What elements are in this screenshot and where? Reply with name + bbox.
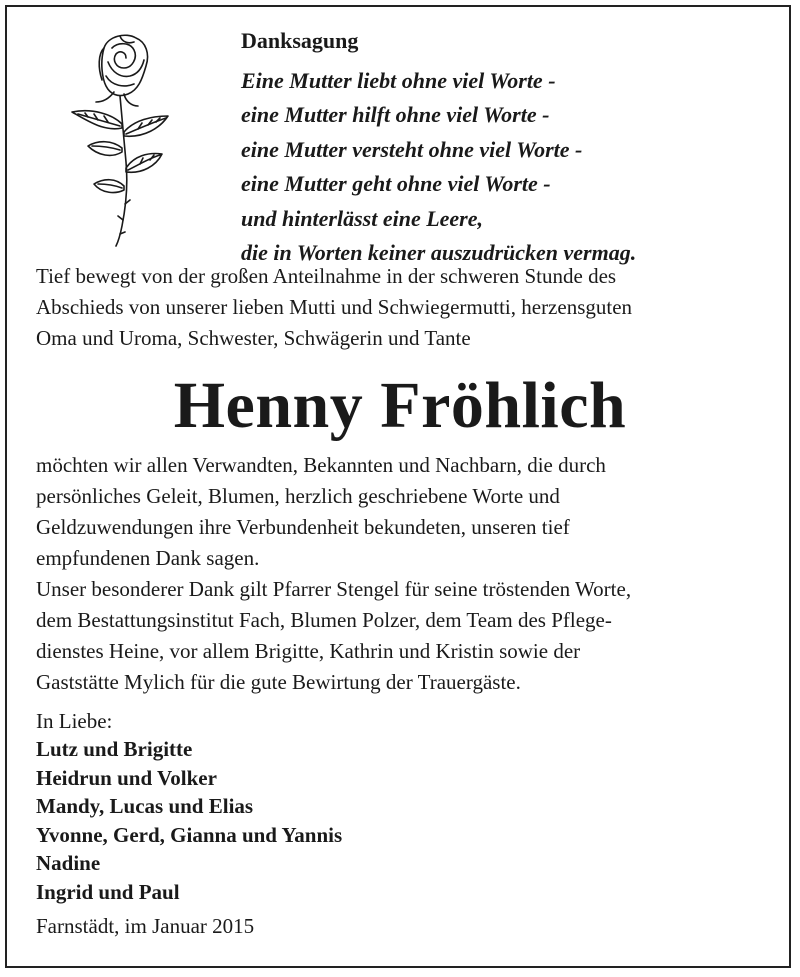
signer-name: Ingrid und Paul: [36, 879, 180, 904]
signer-name: Nadine: [36, 851, 101, 875]
poem-line: die in Worten keiner auszudrücken vermag.: [241, 240, 637, 266]
signer-name: Mandy, Lucas und Elias: [36, 794, 254, 818]
intro-paragraph: [36, 261, 632, 354]
poem-line: eine Mutter geht ohne viel Worte -: [241, 171, 551, 197]
deceased-name: Henny Fröhlich: [173, 369, 627, 442]
intro-line: Tief bewegt von der großen Anteilnahme in der schweren Stunde des: [36, 264, 617, 288]
body-line: Gaststätte Mylich für die gute Bewirtung der Trauergäste.: [36, 670, 521, 694]
body-line: dem Bestattungsinstitut Fach, Blumen Polzer, dem Team des Pflege-: [36, 608, 612, 632]
place-date: Farnstädt, im Januar 2015: [36, 914, 255, 938]
signer-name: Heidrun und Volker: [36, 765, 217, 790]
heading-danksagung: Danksagung: [241, 28, 359, 53]
intro-line: Oma und Uroma, Schwester, Schwägerin und Tante: [36, 326, 471, 350]
in-love-label: In Liebe:: [36, 709, 113, 733]
poem-line: eine Mutter versteht ohne viel Worte -: [241, 136, 583, 162]
signer-name: Lutz und Brigitte: [36, 737, 193, 761]
body-line: Unser besonderer Dank gilt Pfarrer Stengel für seine tröstenden Worte,: [36, 577, 632, 601]
poem: [241, 64, 636, 270]
body-line: Geldzuwendungen ihre Verbundenheit bekundeten, unseren tief: [36, 515, 570, 539]
body-line: persönliches Geleit, Blumen, herzlich geschriebene Worte und: [36, 484, 560, 508]
poem-line: und hinterlässt eine Leere,: [241, 205, 484, 231]
rose-icon: [68, 28, 178, 250]
intro-line: Abschieds von unserer lieben Mutti und Schwiegermutti, herzensguten: [36, 295, 633, 319]
poem-line: Eine Mutter liebt ohne viel Worte -: [241, 68, 556, 93]
poem-line: eine Mutter hilft ohne viel Worte -: [241, 102, 550, 128]
signers-list: [36, 735, 342, 906]
signer-name: Yvonne, Gerd, Gianna und Yannis: [36, 822, 343, 847]
body-line: empfundenen Dank sagen.: [36, 546, 260, 570]
thanks-paragraph: [36, 450, 631, 698]
body-line: möchten wir allen Verwandten, Bekannten und Nachbarn, die durch: [36, 453, 606, 477]
body-line: dienstes Heine, vor allem Brigitte, Kathrin und Kristin sowie der: [36, 639, 581, 663]
